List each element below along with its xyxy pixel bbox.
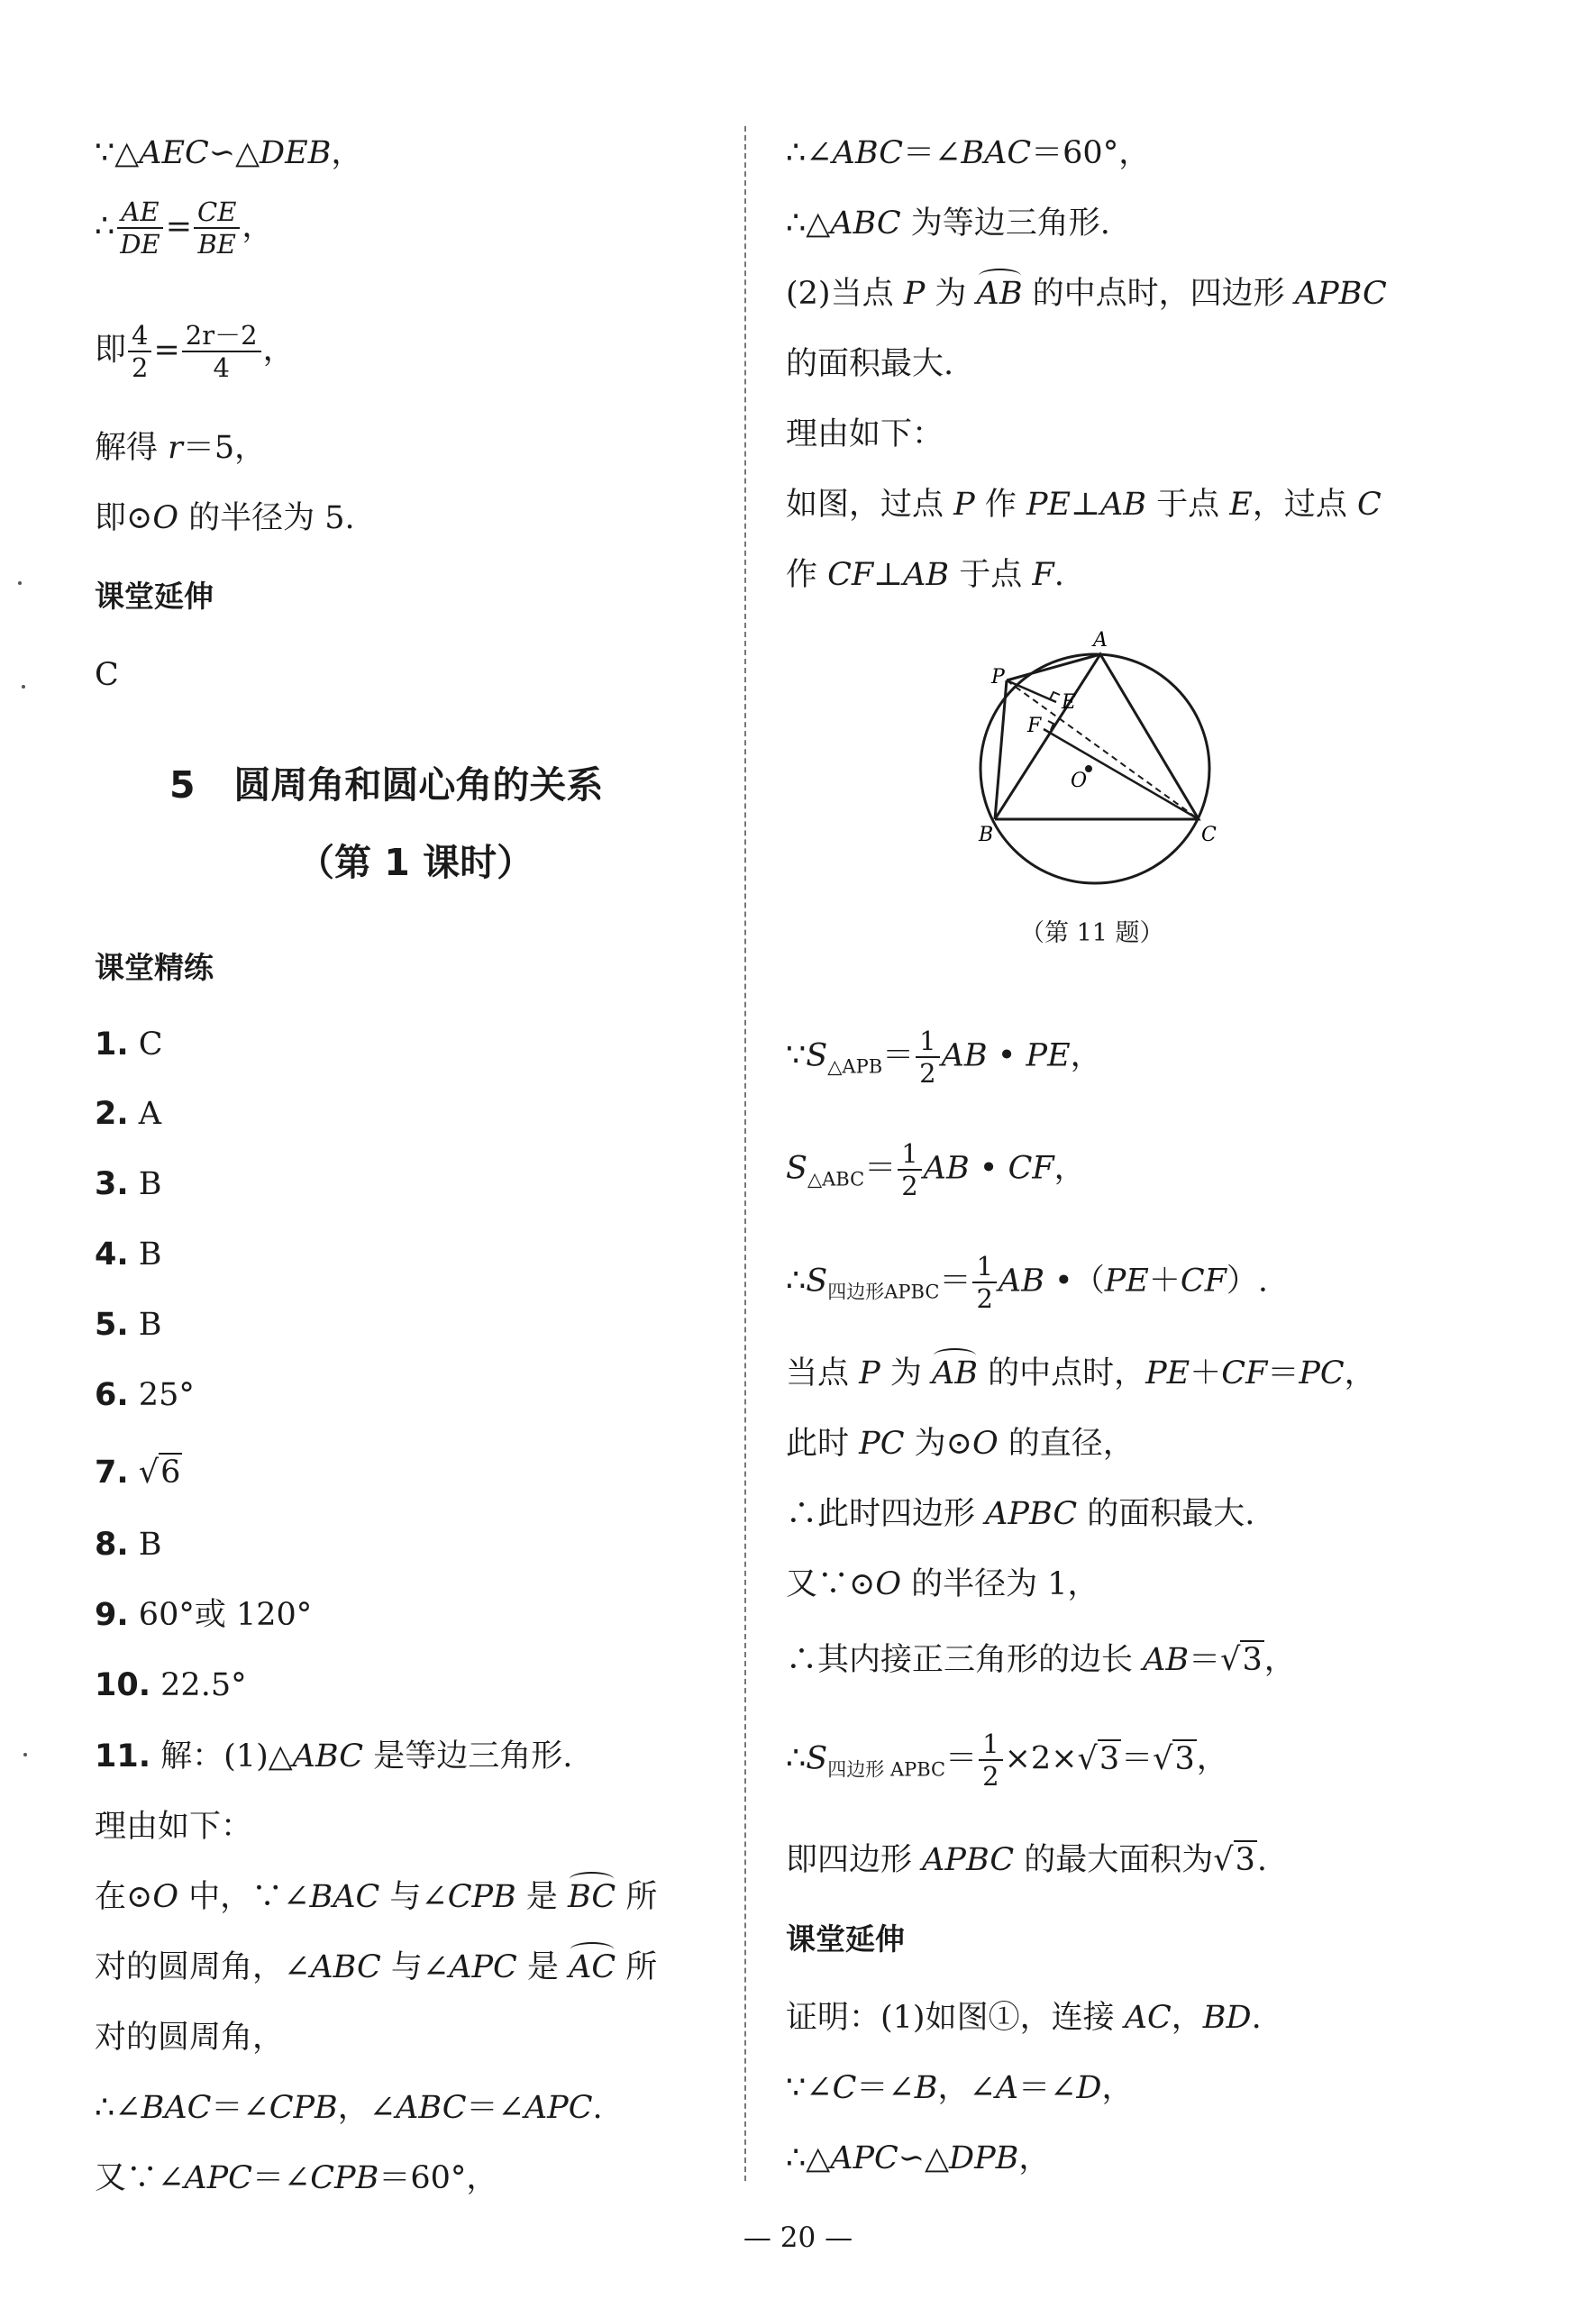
right-line-1: ∴∠ABC＝∠BAC＝60°， [786, 135, 1151, 171]
arc-ab-2: AB [932, 1352, 978, 1395]
area-eq-2: $S_{\triangle ABC}=$ $\frac{1}{2}$ AB • CF， [786, 1138, 1086, 1201]
left-line-3-fraction: 即 $\frac{4}{2}$ = $\frac{2r-2}{4}$ ， [95, 320, 295, 383]
proof-line-3: 对的圆周角， [95, 2020, 285, 2056]
right-line-6: 如图，过点 P 作 PE⊥AB 于点 E，过点 C [786, 487, 1382, 523]
fraction: $\frac{2r-2}{4}$ [182, 320, 261, 383]
area-eq-4: $\therefore S_{四边形 APBC}=$ $\frac{1}{2}$ ×2×√3＝√3， [786, 1729, 1228, 1792]
answer-7: 7. √6 [95, 1455, 181, 1491]
answer-9: 9. 60°或 120° [95, 1597, 313, 1633]
label-e: E [1062, 691, 1077, 714]
answer-5: 5. B [95, 1307, 162, 1343]
fraction: $\frac{1}{2}$ [916, 1026, 939, 1089]
label-b: B [979, 824, 994, 846]
fraction: $\frac{AE}{DE}$ [116, 196, 163, 260]
text-line-4: 又∵⊙O 的半径为 1， [786, 1566, 1099, 1602]
label-a: A [1093, 631, 1108, 652]
text-line-5: ∴其内接正三角形的边长 AB＝√3， [786, 1642, 1296, 1678]
text-line-3: ∴此时四边形 APBC 的面积最大. [786, 1496, 1255, 1532]
column-divider [744, 126, 746, 2181]
answer-2: 2. A [95, 1096, 162, 1132]
extension-answer: C [95, 657, 119, 693]
segment-pb [995, 680, 1007, 819]
proof-line-r3: ∴△APC∽△DPB， [786, 2140, 1051, 2176]
arc-ab: AB [977, 272, 1023, 315]
proof-line-4: ∴∠BAC＝∠CPB，∠ABC＝∠APC. [95, 2090, 603, 2126]
area-eq-3: $\therefore S_{四边形APBC}=$ $\frac{1}{2}$ AB •（PE＋CF）. [786, 1251, 1269, 1314]
area-eq-1: $\because S_{\triangle APB}=$ $\frac{1}{2}$ AB • PE， [786, 1026, 1102, 1089]
circle-o [980, 654, 1209, 883]
answer-6: 6. 25° [95, 1377, 195, 1413]
fraction: $\frac{4}{2}$ [128, 320, 151, 383]
segment-cf [1044, 729, 1199, 819]
label-f: F [1027, 715, 1042, 737]
figure-caption: （第 11 题） [1020, 919, 1164, 947]
heading-extension: 课堂延伸 [95, 579, 214, 614]
arc-ac: AC [569, 1946, 616, 1989]
proof-line-1: 在⊙O 中，∵∠BAC 与∠CPB 是 BC 所 [95, 1875, 657, 1919]
right-line-5: 理由如下： [786, 416, 944, 452]
fraction: $\frac{1}{2}$ [972, 1251, 996, 1314]
section-subtitle: （第 1 课时） [297, 841, 534, 884]
left-line-5: 即⊙O 的半径为 5. [95, 500, 355, 536]
label-p: P [991, 666, 1005, 689]
fraction: $\frac{1}{2}$ [898, 1138, 921, 1201]
answer-8: 8. B [95, 1527, 162, 1563]
proof-line-r1: 证明：(1)如图①，连接 AC，BD. [786, 2000, 1262, 2036]
right-angle-mark-e [1050, 692, 1060, 699]
left-line-1: ∵△AEC∽△DEB， [95, 135, 363, 171]
scan-speck [23, 1753, 27, 1756]
proof-line-r2: ∵∠C＝∠B，∠A＝∠D， [786, 2070, 1134, 2106]
arc-bc: BC [568, 1875, 616, 1919]
scan-speck [22, 685, 25, 689]
fraction: $\frac{1}{2}$ [979, 1729, 1002, 1792]
fraction: $\frac{CE}{BE}$ [194, 196, 240, 260]
answer-1: 1. C [95, 1026, 163, 1063]
text-line-1: 当点 P 为 AB 的中点时，PE＋CF＝PC， [786, 1352, 1376, 1395]
left-line-2-fraction: ∴ $\frac{AE}{DE}$ = $\frac{CE}{BE}$ ， [95, 196, 274, 260]
segment-pc-dashed [1007, 680, 1199, 819]
answer-4: 4. B [95, 1236, 162, 1273]
answer-3: 3. B [95, 1166, 162, 1202]
label-c: C [1201, 824, 1217, 846]
circle-figure [964, 631, 1235, 892]
answer-10: 10. 22.5° [95, 1667, 247, 1703]
text-line-6: 即四边形 APBC 的最大面积为√3. [786, 1842, 1267, 1878]
question-11-part1: 11. 解：(1)△ABC 是等边三角形. [95, 1738, 573, 1774]
left-line-4: 解得 r＝5， [95, 430, 267, 466]
proof-line-5: 又∵∠APC＝∠CPB＝60°， [95, 2160, 498, 2196]
scan-speck [18, 581, 22, 585]
label-o: O [1071, 770, 1088, 792]
reason-line: 理由如下： [95, 1809, 253, 1845]
proof-line-2: 对的圆周角，∠ABC 与∠APC 是 AC 所 [95, 1946, 657, 1989]
section-title: 5 圆周角和圆心角的关系 [169, 763, 604, 807]
segment-pe [1007, 680, 1056, 702]
right-line-4: 的面积最大. [786, 346, 954, 382]
page-number: — 20 — [743, 2221, 853, 2254]
text-line-2: 此时 PC 为⊙O 的直径， [786, 1426, 1135, 1462]
right-line-2: ∴△ABC 为等边三角形. [786, 205, 1110, 242]
right-line-7: 作 CF⊥AB 于点 F. [786, 557, 1064, 593]
heading-practice: 课堂精练 [95, 950, 214, 985]
heading-extension-2: 课堂延伸 [786, 1921, 905, 1957]
right-line-3: (2)当点 P 为 AB 的中点时，四边形 APBC [786, 272, 1387, 315]
